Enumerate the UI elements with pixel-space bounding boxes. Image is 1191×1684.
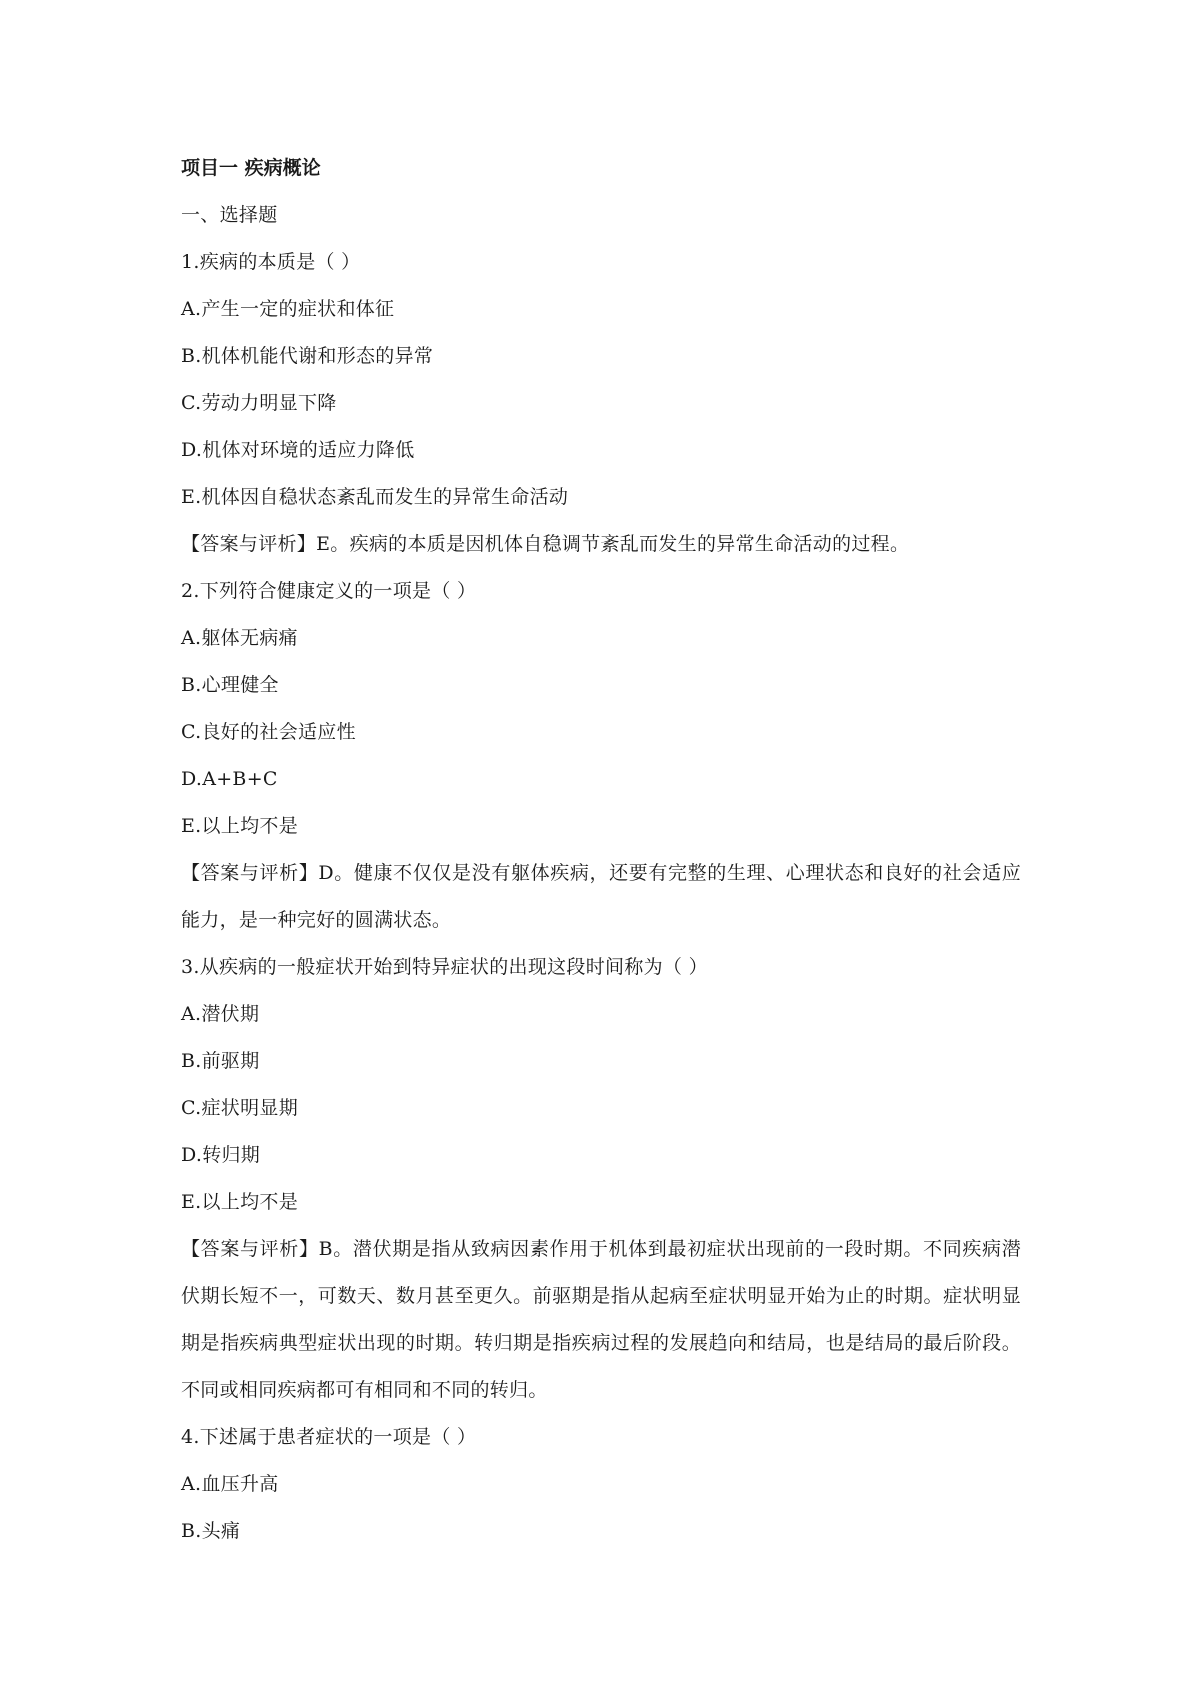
answer-analysis: 【答案与评析】D。健康不仅仅是没有躯体疾病，还要有完整的生理、心理状态和良好的社会适应能力，是一种完好的圆满状态。 bbox=[181, 862, 1021, 931]
option-a: A.躯体无病痛 bbox=[181, 627, 298, 649]
question-3 bbox=[181, 944, 1021, 1414]
option-b: B.心理健全 bbox=[181, 674, 279, 696]
option-a: A.血压升高 bbox=[181, 1473, 279, 1495]
option-a: A.产生一定的症状和体征 bbox=[181, 298, 395, 320]
question-stem: 3.从疾病的一般症状开始到特异症状的出现这段时间称为（ ） bbox=[181, 956, 708, 978]
option-b: B.前驱期 bbox=[181, 1050, 260, 1072]
document-title: 项目一 疾病概论 bbox=[181, 157, 321, 179]
question-4 bbox=[181, 1414, 1021, 1555]
option-b: B.头痛 bbox=[181, 1520, 241, 1542]
option-a: A.潜伏期 bbox=[181, 1003, 260, 1025]
option-c: C.症状明显期 bbox=[181, 1097, 299, 1119]
question-stem: 2.下列符合健康定义的一项是（ ） bbox=[181, 580, 477, 602]
option-d: D.机体对环境的适应力降低 bbox=[181, 439, 415, 461]
document-page bbox=[181, 152, 1021, 1555]
question-2 bbox=[181, 568, 1021, 944]
answer-analysis: 【答案与评析】B。潜伏期是指从致病因素作用于机体到最初症状出现前的一段时期。不同疾病潜伏期长短不一，可数天、数月甚至更久。前驱期是指从起病至症状明显开始为止的时期。症状明显期是指疾病典型症状出现的时期。转归期是指疾病过程的发展趋向和结局，也是结局的最后阶段。不同或相同疾病都可有相同和不同的转归。 bbox=[181, 1238, 1021, 1401]
option-c: C.良好的社会适应性 bbox=[181, 721, 356, 743]
option-e: E.机体因自稳状态紊乱而发生的异常生命活动 bbox=[181, 486, 569, 508]
option-d: D.A+B+C bbox=[181, 768, 278, 790]
answer-analysis: 【答案与评析】E。疾病的本质是因机体自稳调节紊乱而发生的异常生命活动的过程。 bbox=[181, 533, 910, 555]
option-b: B.机体机能代谢和形态的异常 bbox=[181, 345, 434, 367]
question-stem: 1.疾病的本质是（ ） bbox=[181, 251, 361, 273]
option-e: E.以上均不是 bbox=[181, 815, 299, 837]
option-e: E.以上均不是 bbox=[181, 1191, 299, 1213]
section-heading: 一、选择题 bbox=[181, 204, 278, 226]
option-c: C.劳动力明显下降 bbox=[181, 392, 337, 414]
option-d: D.转归期 bbox=[181, 1144, 261, 1166]
question-stem: 4.下述属于患者症状的一项是（ ） bbox=[181, 1426, 477, 1448]
question-1 bbox=[181, 239, 1021, 568]
